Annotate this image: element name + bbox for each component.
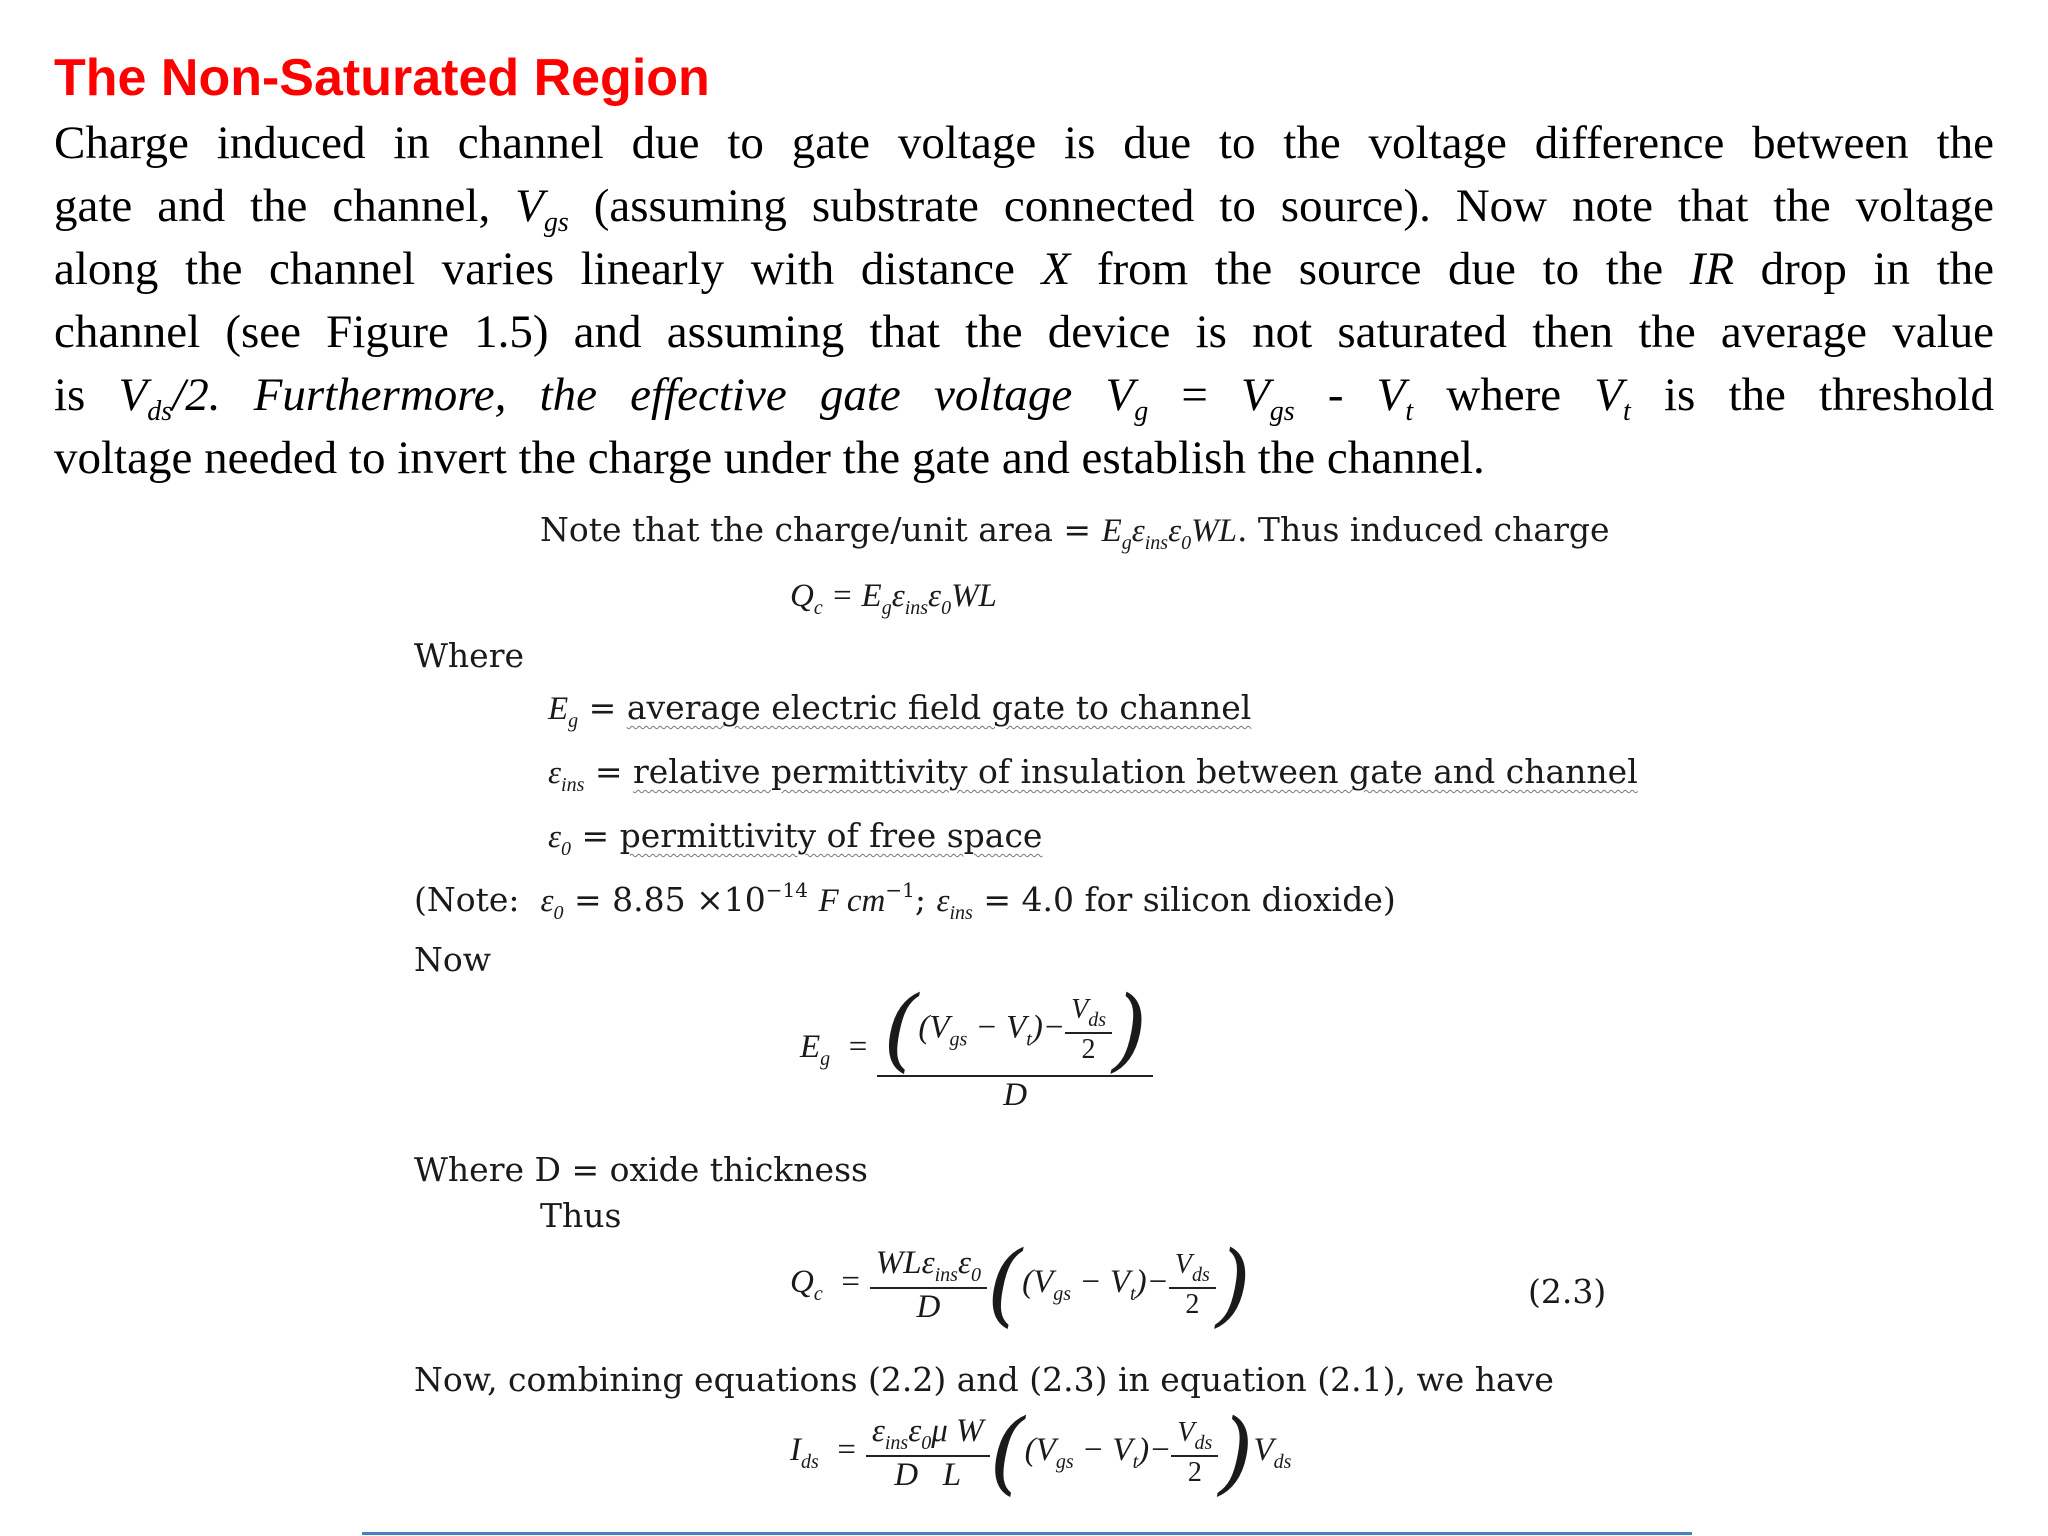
body-paragraph bbox=[54, 112, 1994, 490]
para-line-3: along the channel varies linearly with distance X from the source due to the IR drop in the bbox=[54, 243, 1995, 295]
para-line-6: voltage needed to invert the charge under the gate and establish the channel. bbox=[54, 432, 1485, 484]
definition-e0: $\varepsilon_0$ = permittivity of free space bbox=[548, 816, 1043, 860]
where-d-label: Where D = oxide thickness bbox=[414, 1150, 868, 1189]
equation-number: (2.3) bbox=[1528, 1272, 1607, 1311]
equation-qc-simple: $Q_c = E_g\varepsilon_{ins}\varepsilon_0WL$ bbox=[790, 578, 997, 619]
equation-eg: $E_g$ = ($(V_{gs} - V_t)-$ $\frac{V_{ds}}{2}$ ) D bbox=[800, 985, 1153, 1114]
where-label: Where bbox=[414, 636, 525, 675]
thus-label: Thus bbox=[540, 1196, 622, 1235]
para-line-2: gate and the channel, $V_{gs}$ (assuming substrate connected to source). Now note that the voltage bbox=[54, 180, 1994, 238]
definition-eg: $E_g$ = average electric field gate to channel bbox=[548, 688, 1252, 732]
slide-title: The Non-Saturated Region bbox=[54, 49, 710, 107]
now-label: Now bbox=[414, 940, 491, 979]
para-line-1: Charge induced in channel due to gate voltage is due to the voltage difference between the bbox=[54, 117, 1994, 169]
para-line-5: is $V_{ds}/2$. Furthermore, the effective gate voltage $V_g = V_{gs} - V_t$ where $V_t$ is the threshold bbox=[54, 369, 1994, 427]
definition-eins: $\varepsilon_{ins}$ = relative permittivity of insulation between gate and channel bbox=[548, 752, 1638, 796]
note-charge-area: Note that the charge/unit area = $E_g\varepsilon_{ins}\varepsilon_0WL$. Thus induced charge bbox=[540, 510, 1610, 554]
equation-qc: $Q_c$ = $\frac{WL\varepsilon_{ins}\varepsilon_0}{D}$ ($(V_{gs} - V_t)-$ $\frac{V_{ds}}{2}$ ) bbox=[790, 1232, 1251, 1337]
para-line-4: channel (see Figure 1.5) and assuming that the device is not saturated then the average value bbox=[54, 306, 1994, 358]
bottom-rule bbox=[362, 1532, 1692, 1535]
combine-text: Now, combining equations (2.2) and (2.3) in equation (2.1), we have bbox=[414, 1360, 1554, 1399]
equation-ids: $I_{ds}$ = $\frac{\varepsilon_{ins}\varepsilon_0\mu W}{\text{D L}}$ ($(V_{gs} - V_t)-$ $\frac{V_{ds}}{2}$ )$V_{ds}$ bbox=[790, 1400, 1292, 1505]
note-constants: (Note: $\varepsilon_0 = 8.85 \times 10^{-14}$ F $cm^{-1}$; $\varepsilon_{ins} = 4.0$ for silicon dioxide) bbox=[414, 878, 1396, 924]
